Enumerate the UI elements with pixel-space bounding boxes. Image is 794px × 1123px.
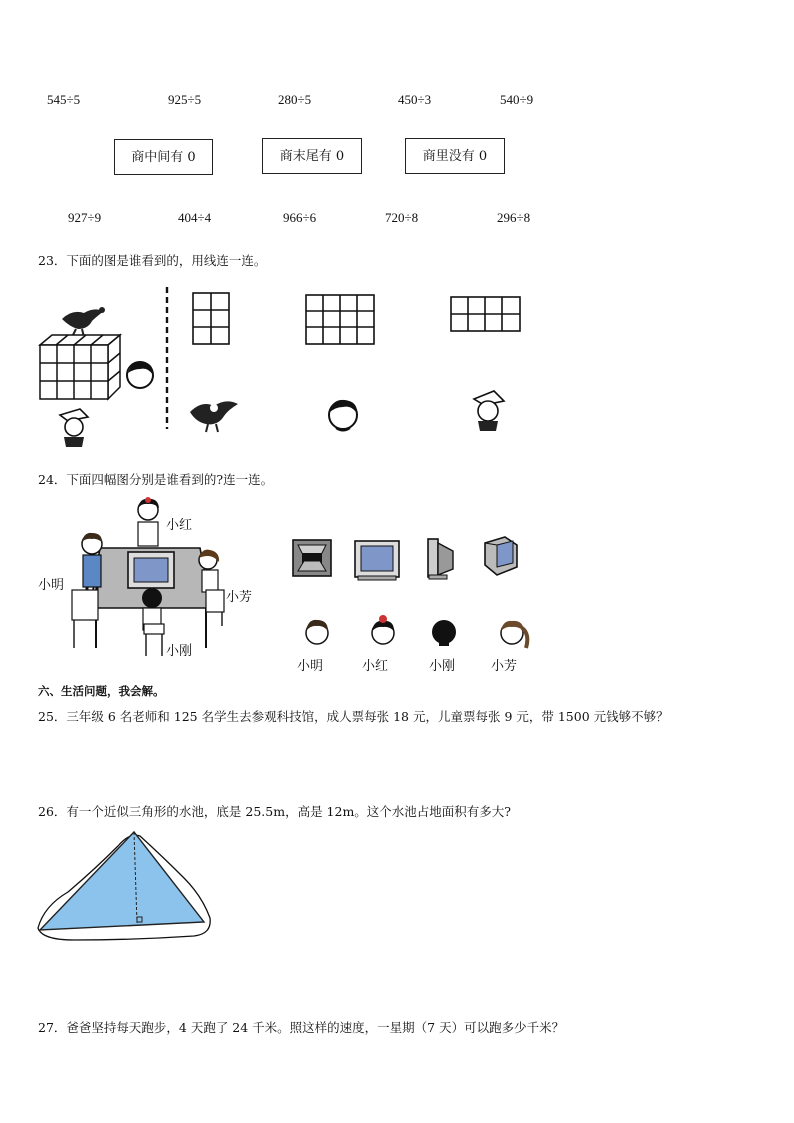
- scene-name-label: 小红: [166, 518, 193, 533]
- xiaogang-head-icon: [430, 615, 458, 647]
- category-box: 商中间有 0: [114, 139, 213, 175]
- expression: 720÷8: [385, 210, 419, 225]
- xiaofang-head-icon: [498, 614, 532, 650]
- monitor-side-view: [427, 537, 457, 581]
- monitor-back-view: [292, 539, 334, 579]
- child-top-icon: [138, 497, 159, 546]
- girl-head-icon: [127, 362, 153, 388]
- view-grid-2x3: [192, 292, 232, 346]
- cube-stack-figure: [30, 295, 170, 450]
- expression: 925÷5: [168, 92, 202, 107]
- question-24: 24．下面四幅图分别是谁看到的?连一连。: [38, 472, 274, 487]
- dashed-divider: [164, 287, 170, 429]
- category-box: 商里没有 0: [405, 138, 505, 174]
- xiaohong-head-icon: [369, 614, 397, 648]
- girl-head-icon: [326, 397, 362, 433]
- expression: 966÷6: [283, 210, 317, 225]
- monitor-angle-view: [483, 535, 519, 579]
- bird-icon: [62, 307, 105, 337]
- boy-cap-icon: [470, 389, 508, 433]
- classroom-scene: [70, 498, 230, 658]
- question-26: 26．有一个近似三角形的水池，底是 25.5m，高是 12m。这个水池占地面积有多大?: [38, 804, 511, 819]
- question-25: 25．三年级 6 名老师和 125 名学生去参观科技馆，成人票每张 18 元，儿童票每张 9 元，带 1500 元钱够不够？: [38, 709, 669, 724]
- child-front-icon: [142, 588, 164, 656]
- xiaoming-head-icon: [303, 616, 331, 648]
- expression: 296÷8: [497, 210, 531, 225]
- expression: 280÷5: [278, 92, 312, 107]
- child-left-icon: [72, 533, 102, 648]
- child-right-icon: [199, 550, 224, 626]
- expression: 927÷9: [68, 210, 102, 225]
- scene-name-label: 小刚: [166, 644, 193, 659]
- question-27: 27．爸爸坚持每天跑步，4 天跑了 24 千米。照这样的速度，一星期（7 天）可以跑多少千米？: [38, 1020, 565, 1035]
- expression: 545÷5: [47, 92, 81, 107]
- question-23: 23．下面的图是谁看到的，用线连一连。: [38, 253, 267, 268]
- viewer-name-label: 小红: [362, 659, 389, 674]
- expression: 404÷4: [178, 210, 212, 225]
- monitor-front-view: [354, 540, 402, 582]
- scene-name-label: 小芳: [226, 590, 253, 605]
- category-box: 商末尾有 0: [262, 138, 362, 174]
- boy-cap-icon: [60, 409, 88, 447]
- view-grid-4x2: [450, 296, 524, 334]
- section-title: 六、生活问题，我会解。: [38, 684, 165, 698]
- pool-triangle-figure: [34, 826, 214, 944]
- viewer-name-label: 小刚: [429, 659, 456, 674]
- viewer-name-label: 小芳: [491, 659, 518, 674]
- cube-stack: [40, 335, 120, 399]
- bird-icon: [186, 394, 242, 434]
- viewer-name-label: 小明: [297, 659, 324, 674]
- expression: 450÷3: [398, 92, 432, 107]
- view-grid-4x3: [305, 294, 377, 346]
- expression: 540÷9: [500, 92, 534, 107]
- scene-name-label: 小明: [38, 578, 65, 593]
